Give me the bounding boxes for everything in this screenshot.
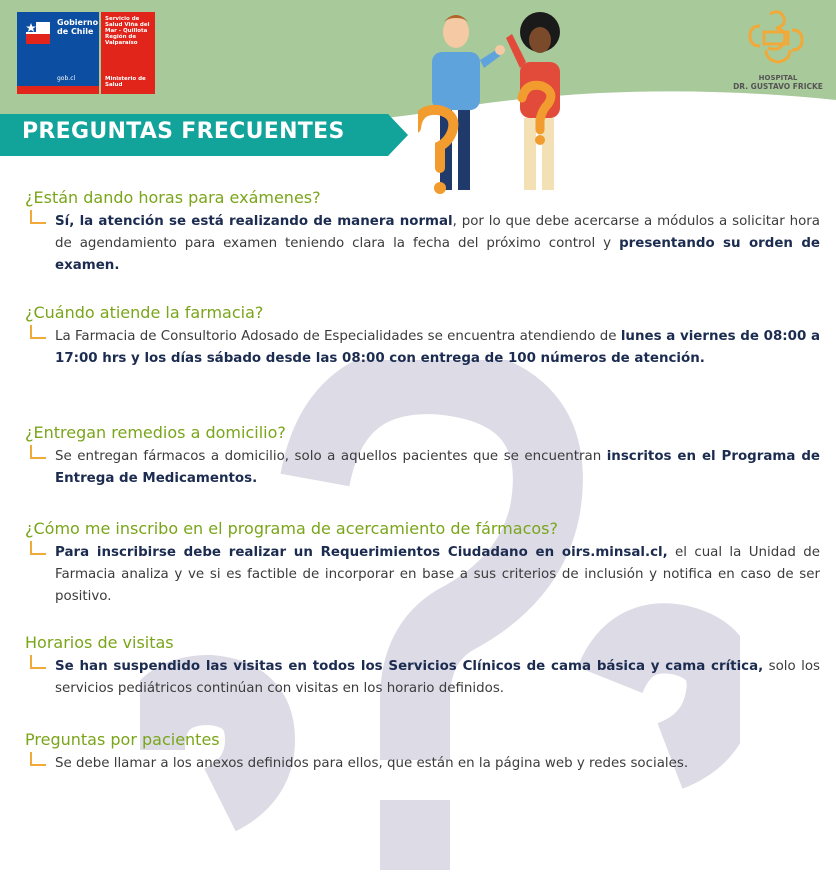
answer-highlight: Sí, la atención se está realizando de manera normal — [55, 214, 453, 229]
servicio-salud-logo — [101, 12, 155, 94]
ministerio-name: Ministerio de Salud — [105, 76, 146, 88]
answer-text: Se entregan fármacos a domicilio, solo a aquellos pacientes que se encuentran — [55, 449, 607, 464]
flag-stripe — [17, 86, 99, 94]
answer-highlight: inscritos en el Programa de Entrega de Medicamentos. — [55, 449, 820, 486]
faq-answer — [25, 211, 820, 277]
answer-highlight: presentando su orden de examen. — [55, 236, 820, 273]
answer-highlight: Se han suspendido las visitas en todos los Servicios Clínicos de cama básica y cama crítica, — [55, 659, 764, 674]
gov-url: gob.cl — [57, 75, 76, 82]
faq-question: Horarios de visitas — [25, 633, 174, 652]
faq-question: ¿Entregan remedios a domicilio? — [25, 423, 286, 442]
salud-service-name: Servicio de Salud Viña del Mar - Quillota Región de Valparaíso — [105, 16, 150, 46]
faq-question: ¿Están dando horas para exámenes? — [25, 188, 321, 207]
answer-highlight: lunes a viernes de 08:00 a 17:00 hrs y los días sábado desde las 08:00 con entrega de 100 números de atención. — [55, 329, 820, 366]
faq-question: ¿Cómo me inscribo en el programa de acercamiento de fármacos? — [25, 519, 558, 538]
gov-name: Gobierno de Chile — [57, 18, 99, 36]
faq-answer — [25, 446, 820, 490]
hospital-name: DR. GUSTAVO FRICKE — [733, 82, 823, 91]
hospital-label: HOSPITAL — [758, 74, 798, 82]
answer-bracket-icon — [30, 210, 46, 224]
faq-answer — [25, 753, 820, 775]
hospital-emblem-icon — [730, 8, 826, 72]
hospital-logo — [730, 8, 826, 98]
people-question-illustration — [418, 10, 588, 200]
answer-bracket-icon — [30, 752, 46, 766]
chile-shield-icon — [23, 16, 53, 46]
answer-highlight: Para inscribirse debe realizar un Requerimientos Ciudadano en oirs.minsal.cl, — [55, 545, 668, 560]
faq-item — [25, 188, 820, 277]
faq-question: Preguntas por pacientes — [25, 730, 220, 749]
faq-item — [25, 423, 820, 490]
faq-answer — [25, 326, 820, 370]
answer-text: , por lo que debe acercarse a módulos a solicitar hora de agendamiento para examen teniendo clara la fecha del próximo control y — [55, 214, 820, 251]
answer-bracket-icon — [30, 541, 46, 555]
faq-item — [25, 633, 820, 700]
faq-question: ¿Cuándo atiende la farmacia? — [25, 303, 264, 322]
answer-text: solo los servicios pediátricos continúan con visitas en los horario definidos. — [55, 659, 820, 696]
answer-bracket-icon — [30, 655, 46, 669]
answer-bracket-icon — [30, 445, 46, 459]
faq-item — [25, 519, 820, 608]
answer-bracket-icon — [30, 325, 46, 339]
page-title: PREGUNTAS FRECUENTES — [22, 119, 345, 144]
faq-item — [25, 730, 820, 775]
faq-answer — [25, 656, 820, 700]
answer-text: La Farmacia de Consultorio Adosado de Especialidades se encuentra atendiendo de — [55, 329, 621, 344]
faq-item — [25, 303, 820, 370]
gobierno-de-chile-logo — [17, 12, 99, 94]
answer-text: el cual la Unidad de Farmacia analiza y ve si es factible de incorporar en base a sus criterios de inclusión y notifica en caso de ser positivo. — [55, 545, 820, 604]
answer-text: Se debe llamar a los anexos definidos para ellos, que están en la página web y redes sociales. — [55, 756, 689, 771]
faq-answer — [25, 542, 820, 608]
